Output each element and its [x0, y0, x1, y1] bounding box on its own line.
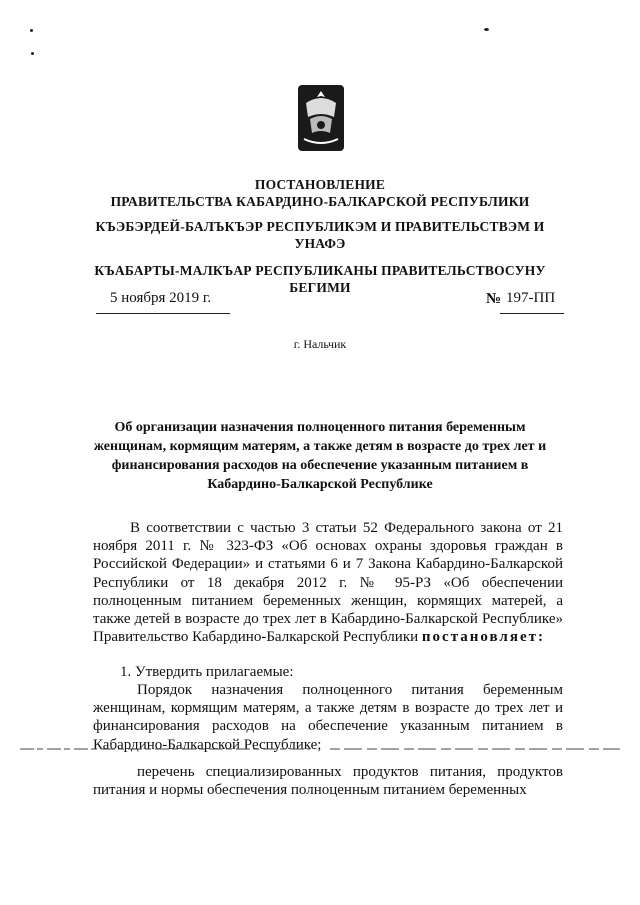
number-underline [500, 313, 564, 314]
date-underline [96, 313, 230, 314]
number-sign: № [486, 291, 502, 307]
document-heading: Об организации назначения полноценного питания беременным женщинам, кормящим матерям, а также детям в возрасте до трех лет и финансирования расходов на обеспечение указанным питанием в Кабардино-Балкарской Республике [93, 420, 547, 492]
scan-speck [31, 52, 34, 55]
document-title [80, 176, 560, 210]
document-date: 5 ноября 2019 г. [110, 290, 212, 306]
scan-speck [484, 28, 489, 31]
title-balkar: КЪАБАРТЫ-МАЛКЪАР РЕСПУБЛИКАНЫ ПРАВИТЕЛЬСТВОСУНУ БЕГИМИ [94, 263, 546, 295]
title-line-decree: ПОСТАНОВЛЕНИЕ [254, 177, 386, 192]
decree-word: постановляет: [421, 629, 545, 646]
title-kabardian: КЪЭБЭРДЕЙ-БАЛЪКЪЭР РЕСПУБЛИКЭМ И ПРАВИТЕЛЬСТВЭМ И УНАФЭ [95, 219, 545, 251]
item-1: 1. Утвердить прилагаемые: [120, 664, 294, 680]
approved-list: перечень специализированных продуктов питания, продуктов питания и нормы обеспечения полноценным питанием беременных [93, 764, 563, 799]
scan-speck [30, 29, 33, 32]
approved-procedure: Порядок назначения полноценного питания беременным женщинам, кормящим матерям, а также детям в возрасте до трех лет и финансирования расходов на обеспечение указанным питанием в Кабардино-Балкарской Республике; [93, 682, 563, 753]
preamble-paragraph [93, 519, 563, 646]
document-number: 197-ПП [506, 290, 556, 306]
title-line-government: ПРАВИТЕЛЬСТВА КАБАРДИНО-БАЛКАРСКОЙ РЕСПУБЛИКИ [110, 194, 530, 209]
scan-artifact-line [0, 747, 640, 751]
document-city: г. Нальчик [293, 337, 347, 351]
preamble-text: В соответствии с частью 3 статьи 52 Федерального закона от 21 ноября 2011 г. № 323-ФЗ «Об основах охраны здоровья граждан в Российской Федерации» и статьями 6 и 7 Закона Кабардино-Балкарской Республики от 18 декабря 2012 г. № 95-РЗ «Об обеспечении полноценным питанием беременных женщин, кормящих матерей, а также детей в возрасте до трех лет в Кабардино-Балкарской Республике» Правительство Кабардино-Балкарской Республики [93, 520, 563, 646]
coat-of-arms-emblem [296, 83, 346, 153]
